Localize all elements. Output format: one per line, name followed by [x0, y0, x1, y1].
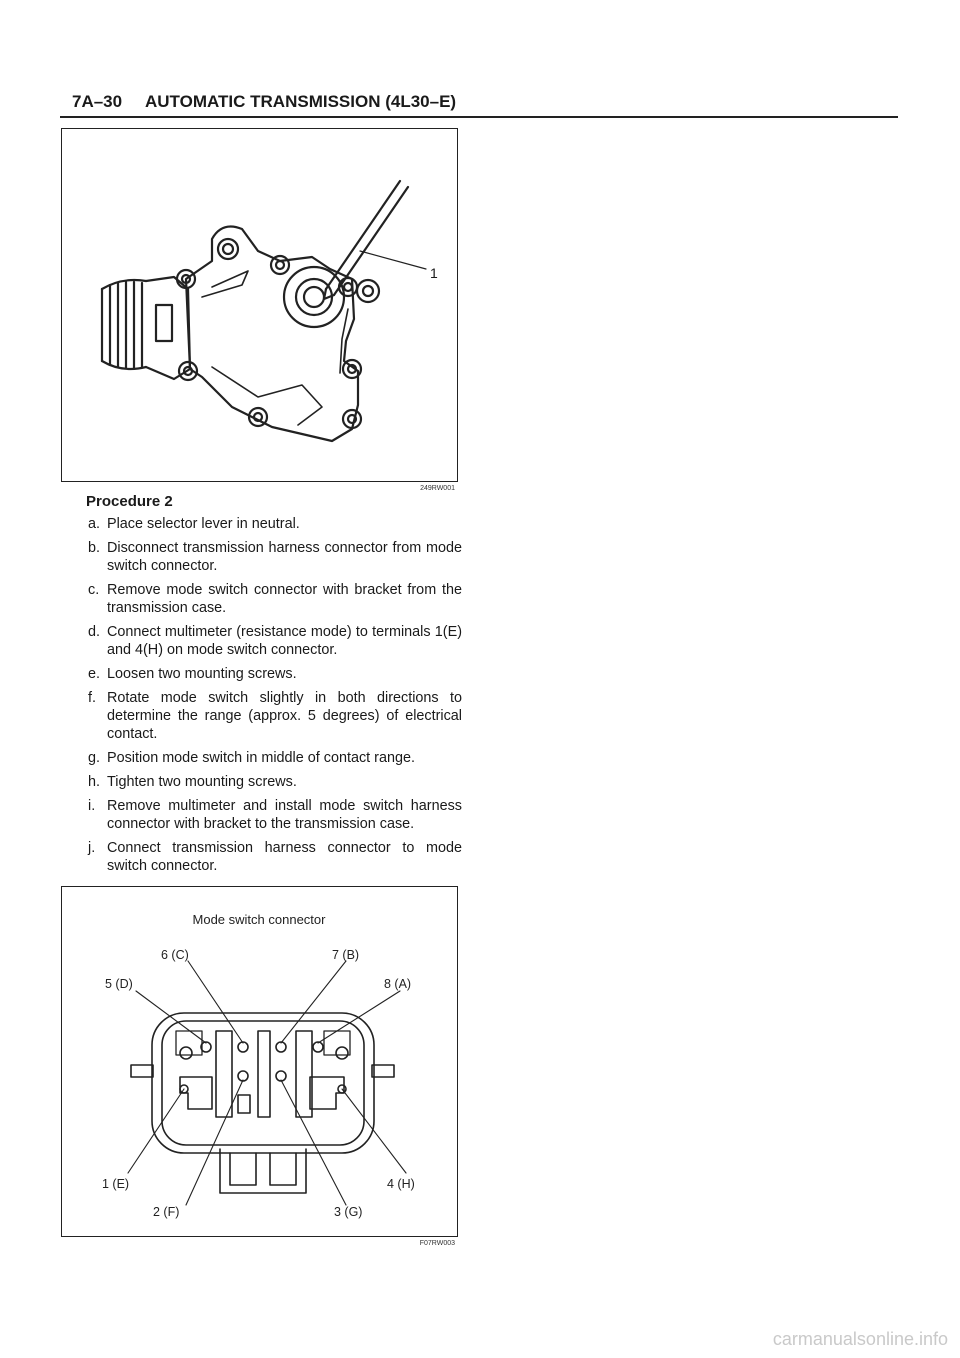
step-text: Place selector lever in neutral. — [107, 516, 300, 532]
connector-latch — [220, 1149, 306, 1193]
slot-middle — [258, 1031, 270, 1117]
right-tab — [372, 1065, 394, 1077]
figure-mode-switch-adjustment — [61, 128, 458, 492]
step-letter: i. — [88, 798, 96, 814]
step-c — [88, 581, 462, 617]
step-letter: h. — [88, 774, 101, 790]
step-e — [88, 665, 462, 683]
page-number: 7A–30 — [72, 92, 123, 111]
step-letter: a. — [88, 516, 101, 532]
step-letter: j. — [88, 840, 96, 856]
watermark: carmanualsonline.info — [772, 1329, 948, 1349]
harness-hose — [102, 277, 190, 379]
step-a — [88, 515, 462, 533]
pin-label-2: 2 (F) — [153, 1205, 180, 1219]
connector-inner — [162, 1021, 364, 1145]
step-text: Remove mode switch connector with bracket from the transmission case. — [107, 582, 462, 616]
step-text: Disconnect transmission harness connector from mode switch connector. — [107, 540, 462, 574]
pin-label-4: 4 (H) — [387, 1177, 415, 1191]
terminal-pins — [180, 1042, 346, 1093]
step-text: Position mode switch in middle of contact range. — [107, 750, 415, 766]
step-letter: c. — [88, 582, 100, 598]
connector-body — [152, 1013, 374, 1153]
step-i — [88, 797, 462, 833]
pin-label-1: 1 (E) — [102, 1177, 130, 1191]
step-text: Connect multimeter (resistance mode) to terminals 1(E) and 4(H) on mode switch connector. — [107, 624, 462, 658]
step-text: Tighten two mounting screws. — [107, 774, 297, 790]
figure-id: F07RW003 — [419, 1240, 455, 1247]
pin-label-8: 8 (A) — [384, 977, 412, 991]
step-d — [88, 623, 462, 659]
left-tab — [131, 1065, 153, 1077]
step-text: Rotate mode switch slightly in both directions to determine the range (approx. 5 degrees) of electrical contact. — [107, 690, 462, 742]
step-f — [88, 689, 462, 743]
figure-mode-switch-connector — [61, 886, 458, 1247]
section-title: AUTOMATIC TRANSMISSION (4L30–E) — [145, 92, 457, 111]
step-text: Remove multimeter and install mode switch harness connector with bracket to the transmission case. — [107, 798, 462, 832]
pin-label-3: 3 (G) — [334, 1205, 363, 1219]
step-text: Connect transmission harness connector to mode switch connector. — [107, 840, 462, 874]
connector-title: Mode switch connector — [192, 912, 326, 927]
header-rule — [60, 116, 898, 118]
step-letter: g. — [88, 750, 101, 766]
connector-diagram — [62, 887, 457, 1236]
step-letter: e. — [88, 666, 101, 682]
callout-leader — [360, 251, 426, 269]
step-g — [88, 749, 462, 767]
pin-label-7: 7 (B) — [332, 948, 360, 962]
step-letter: b. — [88, 540, 101, 556]
pin-label-5: 5 (D) — [105, 977, 133, 991]
pin-label-6: 6 (C) — [161, 948, 189, 962]
step-letter: d. — [88, 624, 101, 640]
procedure-steps — [88, 515, 462, 881]
step-text: Loosen two mounting screws. — [107, 666, 297, 682]
figure-id: 249RW001 — [420, 485, 455, 492]
step-h — [88, 773, 462, 791]
switch-housing — [186, 227, 358, 441]
step-j — [88, 839, 462, 875]
mode-switch-illustration — [62, 129, 457, 481]
step-b — [88, 539, 462, 575]
slot-left — [216, 1031, 232, 1117]
callout-label: 1 — [430, 265, 438, 281]
procedure-heading: Procedure 2 — [86, 493, 173, 510]
step-letter: f. — [88, 690, 96, 706]
